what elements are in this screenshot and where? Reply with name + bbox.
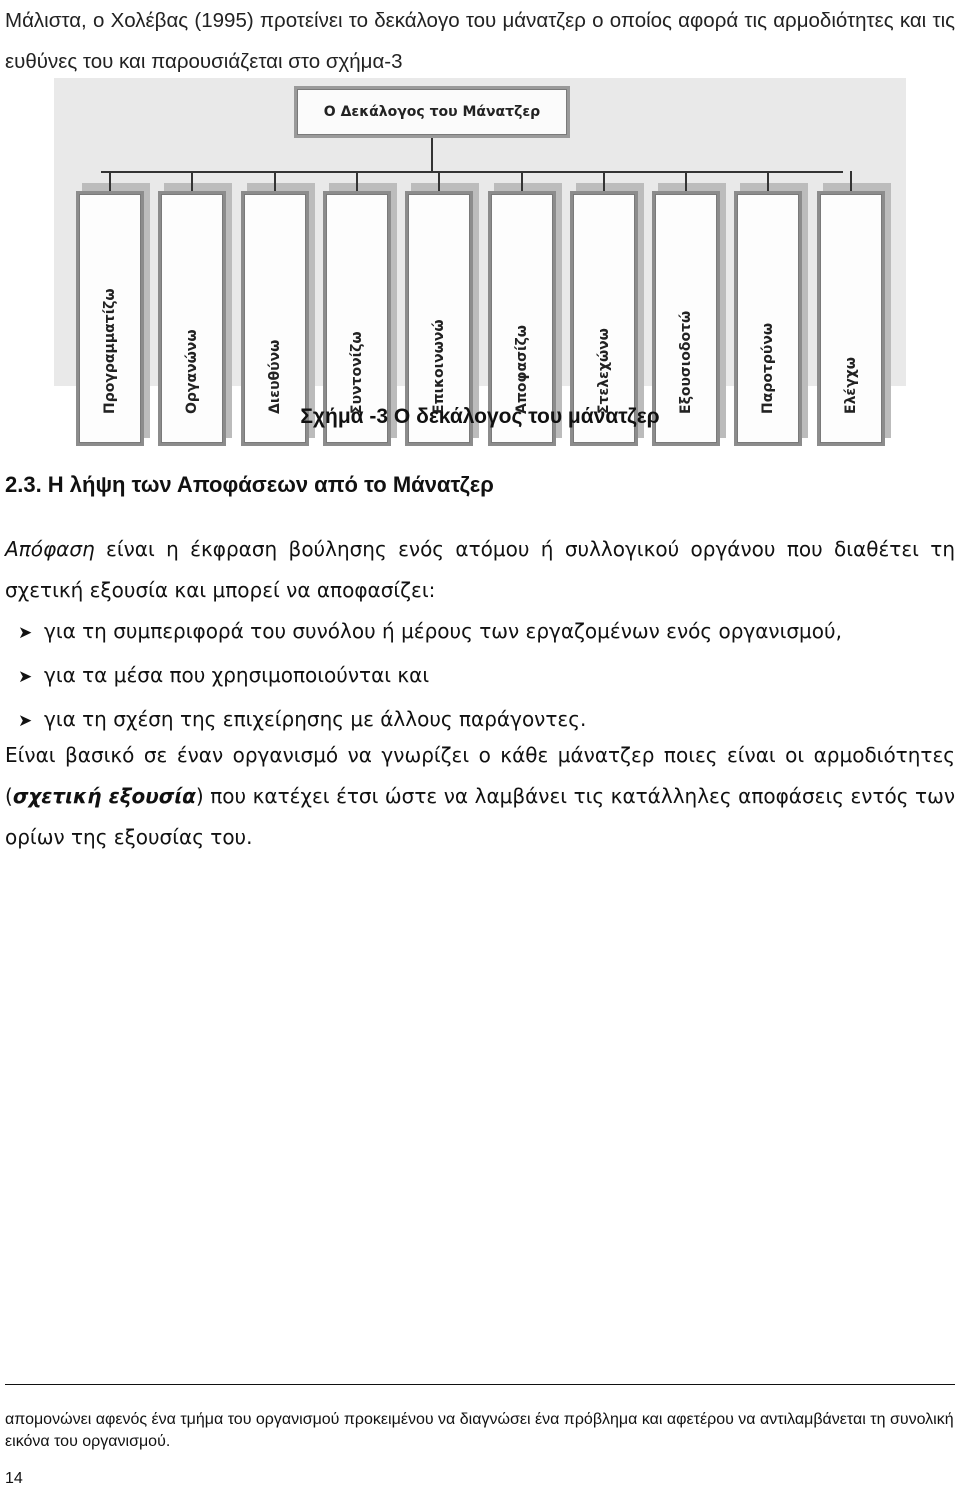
closing-emphasis: σχετική εξουσία: [12, 784, 196, 808]
intro-paragraph: Μάλιστα, ο Χολέβας (1995) προτείνει το δεκάλογο του μάνατζερ ο οποίος αφορά τις αρμοδιότητες και τις ευθύνες του και παρουσιάζεται στο σχήμα-3: [5, 9, 955, 73]
footnote: απομονώνει αφενός ένα τμήμα του οργανισμού προκειμένου να διαγνώσει ένα πρόβλημα και αφετέρου να αντιλαμβάνεται τη συνολική εικόνα του οργανισμού.: [5, 1411, 954, 1450]
diagram-card-label: Διευθύνω: [267, 339, 283, 414]
diagram-card-label: Οργανώνω: [184, 329, 200, 414]
connector-drop: [274, 171, 276, 191]
list-item: [18, 610, 842, 654]
connector-bar: [101, 171, 843, 173]
decalogue-diagram: [54, 78, 906, 414]
connector-drop: [767, 171, 769, 191]
page-number: 14: [5, 1470, 23, 1487]
diagram-card-label: Παροτρύνω: [760, 322, 776, 414]
diagram-title: Ο Δεκάλογος του Μάνατζερ: [297, 89, 567, 135]
diagram-card-label: Συντονίζω: [349, 331, 365, 414]
list-item: [18, 654, 842, 698]
diagram-card-label: Στελεχώνω: [596, 328, 612, 414]
connector-drop: [191, 171, 193, 191]
arrow-bullet-icon: ➤: [18, 711, 33, 731]
closing-paragraph: [5, 735, 955, 858]
footnote-divider: [5, 1384, 955, 1385]
connector-drop: [356, 171, 358, 191]
diagram-card-label: Επικοινωνώ: [431, 319, 447, 414]
definition-paragraph: [5, 529, 955, 611]
list-item-text: για τα μέσα που χρησιμοποιούνται και: [44, 663, 430, 687]
connector-drop: [850, 171, 852, 191]
connector-drop: [109, 171, 111, 191]
diagram-card-label: Ελέγχω: [843, 357, 859, 414]
list-item-text: για τη συμπεριφορά του συνόλου ή μέρους των εργαζομένων ενός οργανισμού,: [44, 619, 842, 643]
closing-text-end: ) που κατέχει έτσι ώστε να λαμβάνει τις κατάλληλες αποφάσεις εντός των ορίων της εξουσίας του.: [5, 784, 955, 849]
diagram-card-label: Εξουσιοδοτώ: [678, 310, 694, 414]
connector-drop: [521, 171, 523, 191]
connector-drop: [685, 171, 687, 191]
closing-text-start: Είναι βασικό σε έναν οργανισμό να γνωρίζει ο κάθε μάνατζερ ποιες είναι οι αρμοδιότητες (: [5, 743, 955, 808]
diagram-card-label: Προγραμματίζω: [102, 288, 118, 414]
connector-trunk: [431, 138, 433, 172]
arrow-bullet-icon: ➤: [18, 667, 33, 687]
arrow-bullet-icon: ➤: [18, 623, 33, 643]
list-item-text: για τη σχέση της επιχείρησης με άλλους παράγοντες.: [44, 707, 587, 731]
bullet-list: [18, 610, 842, 742]
section-heading: 2.3. Η λήψη των Αποφάσεων από το Μάνατζερ: [5, 472, 494, 497]
connector-drop: [603, 171, 605, 191]
definition-term: Απόφαση: [5, 537, 95, 561]
connector-drop: [438, 171, 440, 191]
diagram-title-box: [294, 86, 570, 138]
figure-caption: Σχήμα -3 Ο δεκάλογος του μάνατζερ: [300, 405, 660, 428]
definition-text: είναι η έκφραση βούλησης ενός ατόμου ή συλλογικού οργάνου που διαθέτει τη σχετική εξουσία και μπορεί να αποφασίζει:: [5, 537, 955, 602]
diagram-card-label: Αποφασίζω: [514, 325, 530, 414]
